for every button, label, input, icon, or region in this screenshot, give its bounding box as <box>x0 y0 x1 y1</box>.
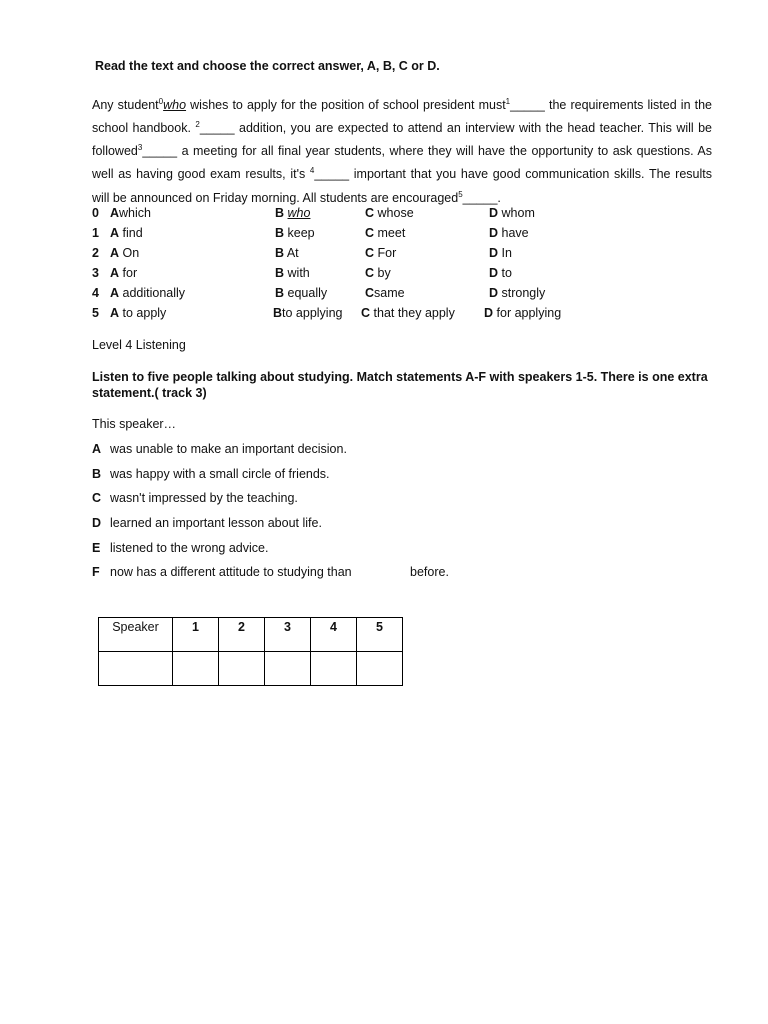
passage-text-7: _____. <box>462 190 501 205</box>
answer-cell-2[interactable] <box>219 652 265 686</box>
gap-number-4: 4 <box>309 166 315 176</box>
question-number: 2 <box>92 246 99 260</box>
listening-instructions: Listen to five people talking about studying. Match statements A-F with speakers 1-5. There is one extra statement.( track 3) <box>92 370 708 400</box>
table-header-speaker: Speaker <box>99 618 173 652</box>
question-number: 5 <box>92 306 99 320</box>
options-row-0 <box>92 206 652 224</box>
options-row-3 <box>92 266 652 284</box>
option-a: A to apply <box>110 306 167 320</box>
option-d: D whom <box>489 206 535 220</box>
example-answer: who <box>163 98 187 113</box>
option-b: B equally <box>275 286 328 300</box>
options-row-1 <box>92 226 652 244</box>
question-number: 0 <box>92 206 99 220</box>
gap-number-0: 0 <box>158 97 164 106</box>
statement-a: A was unable to make an important decision. <box>92 442 347 456</box>
option-b: Bto applying <box>273 306 343 320</box>
answer-cell-5[interactable] <box>357 652 403 686</box>
table-header-5: 5 <box>357 618 403 652</box>
passage-text-1: Any student <box>92 98 159 113</box>
option-c: C whose <box>365 206 414 220</box>
instructions-heading: Read the text and choose the correct answer, A, B, C or D. <box>95 59 440 73</box>
passage-text-3: _____ the requirements listed in the school handbook. <box>92 98 712 136</box>
answer-cell-4[interactable] <box>311 652 357 686</box>
option-b: B keep <box>275 226 315 240</box>
option-a: A additionally <box>110 286 186 300</box>
option-b: B who <box>275 206 311 220</box>
option-c: C that they apply <box>361 306 455 320</box>
answer-cell-1[interactable] <box>173 652 219 686</box>
options-row-2 <box>92 246 652 264</box>
question-number: 4 <box>92 286 99 300</box>
option-c: C For <box>365 246 397 260</box>
options-row-5 <box>92 306 652 324</box>
option-d: D In <box>489 246 512 260</box>
section-title: Level 4 Listening <box>92 338 186 352</box>
answer-cell-label <box>99 652 173 686</box>
option-d: D strongly <box>489 286 546 300</box>
gap-number-2: 2 <box>195 120 200 130</box>
option-a: A find <box>110 226 143 240</box>
option-c: Csame <box>365 286 405 300</box>
passage-text-4: _____ addition, you are expected to attend an interview with the head teacher. This will be followed <box>92 121 712 159</box>
option-c: C by <box>365 266 391 280</box>
passage-text-6: _____ important that you have good communication skills. The results will be announced on Friday morning. All students are encouraged <box>92 167 712 205</box>
passage-text-2: wishes to apply for the position of school president must <box>186 98 506 113</box>
speaker-intro: This speaker… <box>92 417 177 431</box>
table-answer-row <box>99 652 403 686</box>
statement-b: B was happy with a small circle of friends. <box>92 467 330 481</box>
reading-passage <box>92 92 712 208</box>
option-a: A On <box>110 246 140 260</box>
gap-number-1: 1 <box>505 97 511 106</box>
passage-text-5: _____ a meeting for all final year students, where they will have the opportunity to ask questions. As well as having good exam results, it's <box>92 144 712 182</box>
option-d: D to <box>489 266 512 280</box>
statement-e: E listened to the wrong advice. <box>92 541 269 555</box>
statement-c: C wasn't impressed by the teaching. <box>92 491 298 505</box>
table-header-4: 4 <box>311 618 357 652</box>
option-d: D have <box>489 226 529 240</box>
option-d: D for applying <box>484 306 562 320</box>
answer-table <box>98 617 403 686</box>
options-row-4 <box>92 286 652 304</box>
option-c: C meet <box>365 226 406 240</box>
table-header-3: 3 <box>265 618 311 652</box>
table-header-2: 2 <box>219 618 265 652</box>
gap-number-3: 3 <box>137 143 143 153</box>
statement-d: D learned an important lesson about life. <box>92 516 322 530</box>
question-number: 1 <box>92 226 99 240</box>
option-a: Awhich <box>110 206 151 220</box>
option-b: B with <box>275 266 310 280</box>
statement-f-end: before. <box>410 565 449 579</box>
table-header-1: 1 <box>173 618 219 652</box>
option-a: A for <box>110 266 138 280</box>
option-b: B At <box>275 246 299 260</box>
answer-cell-3[interactable] <box>265 652 311 686</box>
statement-f: F now has a different attitude to studying than <box>92 565 352 579</box>
table-header-row <box>99 618 403 652</box>
gap-number-5: 5 <box>458 189 463 199</box>
question-number: 3 <box>92 266 99 280</box>
